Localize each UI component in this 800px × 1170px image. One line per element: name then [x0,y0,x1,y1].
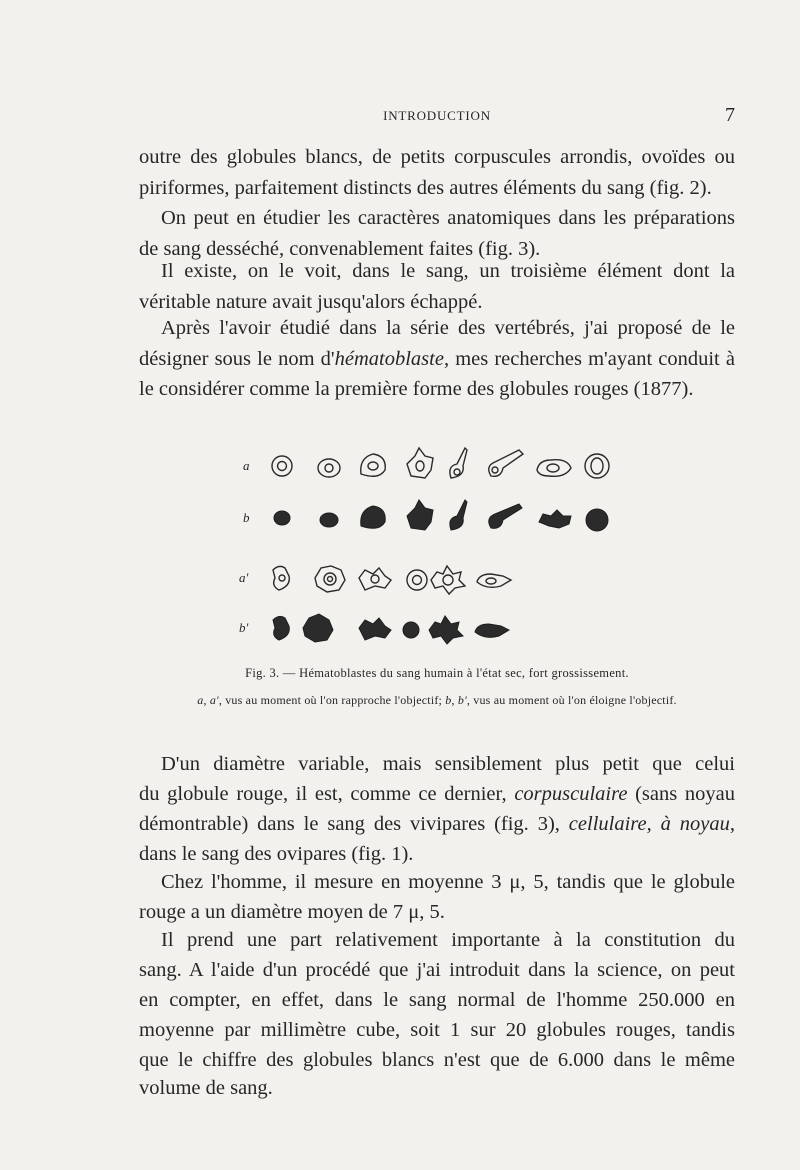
paragraph-6-line-2: rouge a un diamètre moyen de 7 μ, 5. [139,901,445,923]
legend-a-prime: a' [209,693,219,707]
paragraph-2-line-1: On peut en étudier les caractères anatomiques dans les préparations [161,207,735,229]
cell-a-prime-2 [315,566,345,592]
paragraph-3-line-1: Il existe, on le voit, dans le sang, un troisième élément dont la [161,260,735,282]
paragraph-3-line-2: véritable nature avait jusqu'alors échappé. [139,291,483,313]
legend-a: a [197,693,204,707]
cell-b-prime-2 [303,614,333,642]
legend-text-1: , vus au moment où l'on rapproche l'objectif; [218,693,446,707]
row-label-b: b [243,510,250,525]
cells-row-a [139,444,735,488]
cell-a-2 [318,459,340,477]
running-title: INTRODUCTION [383,108,491,123]
paragraph-7-line-1: Il prend une part relativement importante à la constitution du [161,929,735,951]
cell-a-prime-4 [407,570,427,590]
paragraph-1-line-2: piriformes, parfaitement distincts des autres éléments du sang (fig. 2). [139,177,712,199]
cell-b-1 [274,511,290,525]
cells-row-b [139,496,735,540]
legend-text-2: , vus au moment où l'on éloigne l'objectif. [466,693,677,707]
paragraph-7-line-4: moyenne par millimètre cube, soit 1 sur 20 globules rouges, tandis [139,1019,735,1041]
cell-a-prime-1-inner [279,575,285,581]
paragraph-5-line-3 [139,809,735,840]
paragraph-7-line-6: volume de sang. [139,1077,273,1099]
cell-a-prime-5-inner [443,575,453,585]
figure-caption: Fig. 3. — Hématoblastes du sang humain à l'état sec, fort grossissement. [245,666,629,680]
cell-b-prime-5 [429,616,463,644]
paragraph-1-line-1: outre des globules blancs, de petits corpuscules arrondis, ovoïdes ou [139,146,735,168]
figure-3 [139,438,735,728]
paragraph-4-line-2 [139,344,735,375]
p4-text-b: , mes recherches m'ayant conduit à [443,348,735,370]
cell-b-5 [450,500,467,530]
cell-b-6 [489,504,522,528]
paragraph-7-line-2: sang. A l'aide d'un procédé que j'ai introduit dans la science, on peut [139,959,735,981]
cell-a-prime-4-inner [413,576,422,585]
paragraph-7-line-3: en compter, en effet, dans le sang normal de l'homme 250.000 en [139,989,735,1011]
cell-b-prime-3 [359,618,391,640]
cell-b-prime-1 [273,616,289,640]
cell-b-4 [407,500,433,530]
paragraph-4-line-3: le considérer comme la première forme des globules rouges (1877). [139,378,694,400]
cell-a-3 [361,454,386,476]
paragraph-5-line-2 [139,779,735,810]
cell-b-prime-6 [475,624,509,637]
row-label-a-prime: a' [239,570,249,585]
paragraph-6-line-1: Chez l'homme, il mesure en moyenne 3 μ, 5, tandis que le globule [161,871,735,893]
cell-a-prime-6-inner [486,578,496,584]
figure-row-a-prime [139,556,735,600]
cell-a-prime-3 [359,568,391,590]
p5-text-d: , [729,813,735,835]
cell-a-7 [537,460,571,477]
term-corpusculaire: corpusculaire [514,783,628,805]
p5-text-c: démontrable) dans le sang des vivipares (fig. 3), [139,813,569,835]
cell-a-prime-6 [477,574,511,587]
cells-row-b-prime [139,606,735,650]
row-label-a: a [243,458,250,473]
cell-a-6-inner [492,467,498,473]
cell-a-1-inner [278,462,287,471]
cell-a-prime-2-core [328,577,333,582]
cell-a-prime-5 [431,566,465,594]
cell-b-8 [586,509,608,531]
figure-row-b-prime [139,606,735,650]
cell-b-prime-4 [403,622,419,638]
figure-legend [139,690,735,710]
cell-a-7-inner [547,464,559,472]
cell-a-4-inner [416,461,424,471]
cell-a-3-inner [368,462,378,470]
paragraph-5-line-4: dans le sang des ovipares (fig. 1). [139,843,414,865]
cell-a-prime-2-inner [324,573,336,585]
paragraph-7-line-5: que le chiffre des globules blancs n'est que de 6.000 dans le même [139,1049,735,1071]
legend-b-prime: b' [457,693,467,707]
page-number: 7 [725,104,735,126]
paragraph-4-line-1: Après l'avoir étudié dans la série des vertébrés, j'ai proposé de le [161,317,735,339]
cell-b-3 [361,506,386,528]
term-hematoblaste: hématoblaste [334,348,444,370]
cell-a-4 [407,448,433,478]
legend-sep-1: , [203,693,210,707]
p5-text-b: (sans noyau [627,783,736,805]
cells-row-a-prime [139,556,735,600]
cell-b-2 [320,513,338,527]
cell-a-2-inner [325,464,333,472]
cell-a-prime-3-inner [371,575,379,583]
cell-a-prime-1 [273,566,289,590]
running-head [139,104,735,128]
legend-b: b [445,693,452,707]
legend-sep-2: , [451,693,458,707]
paragraph-5-line-1: D'un diamètre variable, mais sensiblement plus petit que celui [161,753,735,775]
p4-text-a: désigner sous le nom d' [139,348,335,370]
cell-a-1 [272,456,292,476]
figure-row-a [139,444,735,488]
paragraph-2-line-2: de sang desséché, convenablement faites (fig. 3). [139,238,541,260]
figure-row-b [139,496,735,540]
p5-text-a: du globule rouge, il est, comme ce dernier, [139,783,515,805]
cell-a-8-inner [591,458,603,474]
cell-b-7 [539,510,571,528]
term-cellulaire-a-noyau: cellulaire, à noyau [568,813,730,835]
cell-a-5-inner [454,469,460,475]
row-label-b-prime: b' [239,620,249,635]
cell-a-5 [450,448,467,478]
